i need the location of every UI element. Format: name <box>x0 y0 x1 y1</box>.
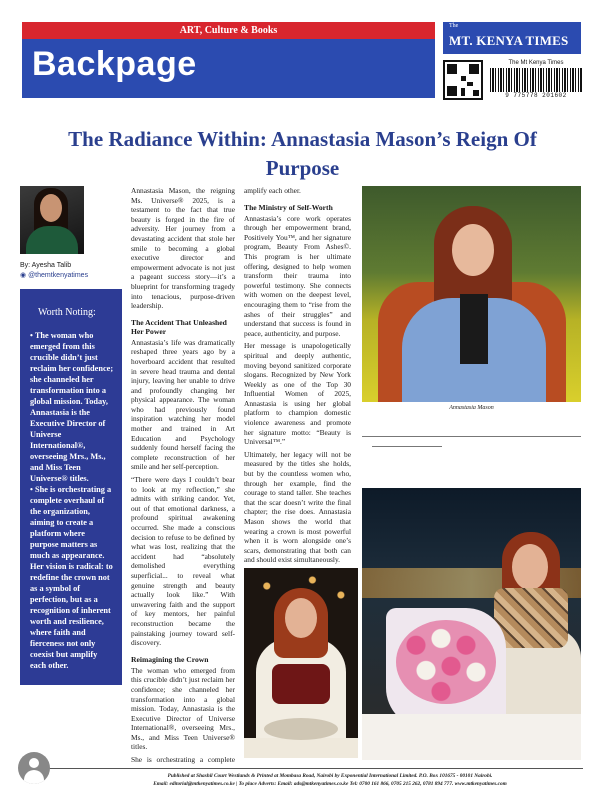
subhead-ministry: The Ministry of Self-Worth <box>244 202 333 212</box>
subhead-crown: Reimagining the Crown <box>131 654 209 664</box>
section-label: ART, Culture & Books <box>22 22 435 39</box>
worth-noting-bullet-1: • The woman who emerged from this crucible didn’t just reclaim her confidence; she channeled her transformation into a global mission. Today, Annastasia is the Executive Director of Universe International®, overseeing Mrs., Ms., and Miss Teen Universe® titles. <box>30 331 114 483</box>
barcode-bars <box>490 68 582 92</box>
article-column-2 <box>244 186 351 564</box>
paragraph-continued: amplify each other. <box>244 186 301 195</box>
paragraph: Annastasia’s core work operates through her empowerment brand, Positively You™, and her signature program, Beauty From Ashes©. This program is her ultimate offering, designed to help women transform their trauma into powerful testimony. She connects with women on the deepest level, encouraging them to “rise from the ashes of their struggles” and understand that success is found in peace, authenticity, and purpose. <box>244 213 351 338</box>
worth-noting-title: Worth Noting: <box>38 307 96 318</box>
divider <box>372 446 442 447</box>
author-photo <box>20 186 84 254</box>
paragraph: Ultimately, her legacy will not be measured by the titles she holds, but by the countless women who, through her example, find the courage to stand taller. She teaches that the scar doesn’t write the final chapter; the rise does. Annastasia Mason shows the world that wearing a crown is most powerful when it is worn alongside one’s scars, demonstrating that both can and should exist simultaneously. <box>244 449 351 564</box>
user-avatar-icon[interactable] <box>18 752 50 784</box>
masthead <box>443 22 581 54</box>
masthead-name: MT. KENYA TIMES <box>449 33 569 48</box>
paragraph-intro: Annastasia Mason, the reigning Ms. Universe® 2025, is a testament to the fact that true beauty is forged in the fire of adversity. Her journey from a devastating accident that stole her smile to becoming a global executive director and empowerment advocate is not just a pageant success story—it’s a blueprint for transforming tragedy into tenacious, purpose-driven leadership. <box>131 186 235 311</box>
handle-text: @themtkenyatimes <box>28 272 89 279</box>
paragraph: “There were days I couldn’t bear to look at my reflection,” she admits with striking candor. Yet, out of that emotional darkness, a profound spiritual awakening occurred. She made a conscious decision to refuse to be defined by what was lost, realizing that the accident had “absolutely demolished everything superficial... to reveal what genuine strength and beauty actually look like.” With unwavering faith and the support of key mentors, her painful reconstruction became the painstaking journey toward self-discovery. <box>131 475 235 648</box>
barcode-icon <box>490 60 582 100</box>
article-column-1 <box>131 186 235 766</box>
barcode-title: The Mt Kenya Times <box>508 60 564 66</box>
footer-divider <box>20 768 583 769</box>
footer-line-2: Email: editorial@mtkenyatimes.co.ke | To place Adverts: Email: ads@mtkenyatimes.co.ke Tel: 0700 161 866, 0705 215 262, 0781 894 777. www.mtkenyatimes.com <box>153 781 507 787</box>
photo-caption: Annastasia Mason <box>449 405 494 411</box>
divider <box>362 436 581 437</box>
paragraph: The woman who emerged from this crucible didn’t just reclaim her confidence; she channeled her transformation into a global mission. Today, Annastasia is the Executive Director of Universe International®, overseeing Mrs., Ms., and Miss Teen Universe® titles. <box>131 665 235 752</box>
section-header <box>22 22 435 98</box>
qr-code-icon <box>443 60 483 100</box>
author-name: By: Ayesha Talib <box>20 262 72 269</box>
paragraph: Her message is unapologetically spiritual and deeply authentic, moving beyond sanitized corporate slogans. Recognized by New York Weekly as one of the Top 30 Influential Women of 2025, Annastasia is using her global platform to champion domestic violence awareness and promote her signature motto: “Beauty is Universal™.” <box>244 341 351 447</box>
paragraph: Annastasia’s life was dramatically reshaped three years ago by a hoverboard accident that resulted in severe head trauma and dental injury, leaving her unable to drive and profoundly changing her physical appearance. The woman who had previously found inspiration watching her model mother and trained in Art Education and Psychology suddenly found herself facing the complete reconstruction of her smile and her self-perception. <box>131 337 235 472</box>
subhead-accident: The Accident That Unleashed Her Power <box>131 317 227 336</box>
barcode-number: 9 775778 201602 <box>505 92 567 99</box>
worth-noting-box <box>20 289 122 685</box>
main-portrait-photo <box>362 186 581 402</box>
backpage-banner <box>22 39 435 98</box>
author-handle <box>20 271 88 281</box>
masthead-the: The <box>449 23 459 29</box>
byline <box>20 261 88 281</box>
roses-portrait-photo <box>362 488 581 760</box>
publisher-footer <box>60 772 600 788</box>
page-label: Backpage <box>32 45 197 83</box>
dinner-portrait-photo <box>244 568 358 758</box>
footer-line-1: Published at Shashil Court Westlands & Printed at Mombasa Road, Nairobi by Exponential International Limited. P.O. Box 101675 - 00101 Nairobi. <box>167 773 493 779</box>
verified-icon: ◉ <box>20 272 29 279</box>
worth-noting-bullet-2: • She is orchestrating a complete overhaul of the organization, aiming to create a platform where purpose matters as much as appearance. Her vision is radical: to redefine the crown not as a symbol of perfection, but as a recognition of inherent worth and resilience, where faith and fierceness not only coexist but amplify each other. <box>30 485 113 670</box>
article-headline: The Radiance Within: Annastasia Mason’s Reign Of Purpose <box>68 127 537 180</box>
paragraph: She is orchestrating a complete <box>131 755 235 765</box>
